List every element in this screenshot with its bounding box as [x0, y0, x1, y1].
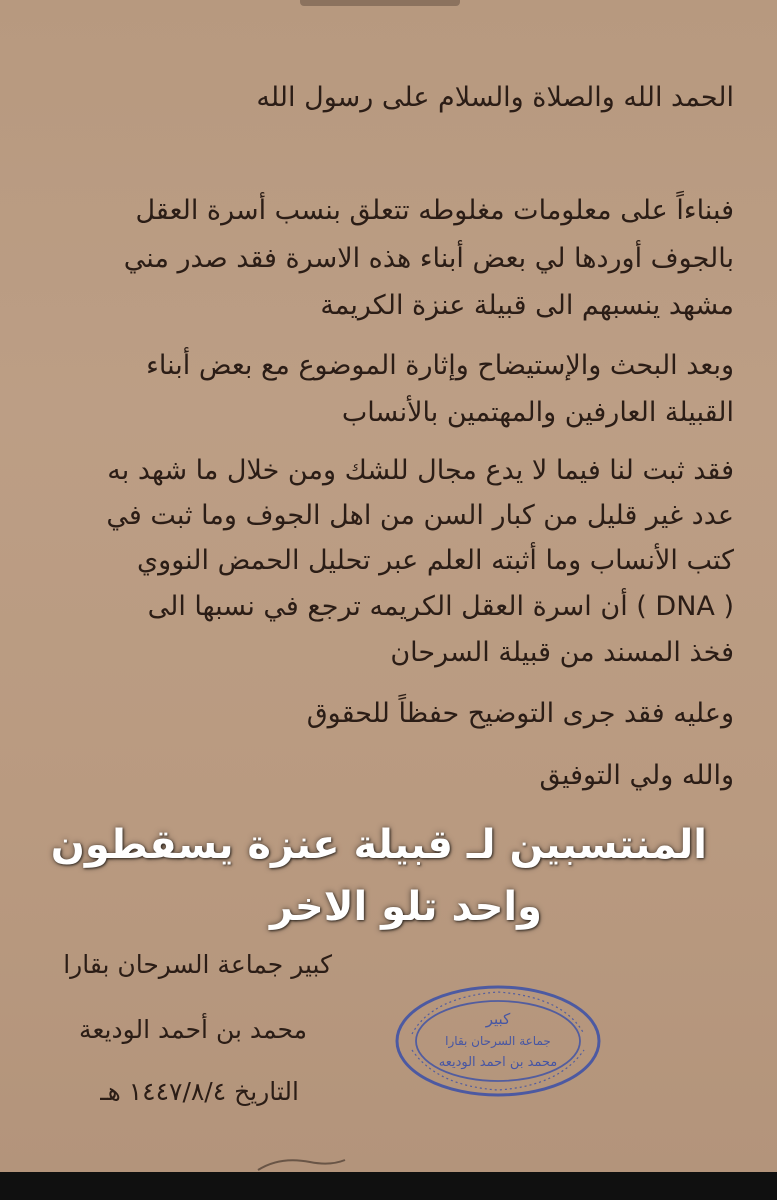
- body-line-1: فبناءاً على معلومات مغلوطه تتعلق بنسب أسرة العقل: [135, 195, 734, 226]
- body-line-7: عدد غير قليل من كبار السن من اهل الجوف وما ثبت في: [106, 500, 734, 531]
- body-line-4: وبعد البحث والإستيضاح وإثارة الموضوع مع بعض أبناء: [146, 350, 734, 381]
- body-line-3: مشهد ينسبهم الى قبيلة عنزة الكريمة: [320, 290, 734, 321]
- stamp-text-line-1: كبير: [485, 1010, 511, 1028]
- overlay-caption-line-2: واحد تلو الاخر: [270, 884, 542, 930]
- signature-name: محمد بن أحمد الوديعة: [79, 1015, 307, 1044]
- bottom-black-bar: [0, 1172, 777, 1200]
- body-line-6: فقد ثبت لنا فيما لا يدع مجال للشك ومن خلال ما شهد به: [107, 455, 734, 486]
- body-line-5: القبيلة العارفين والمهتمين بالأنساب: [341, 397, 734, 428]
- body-line-9: ( DNA ) أن اسرة العقل الكريمه ترجع في نسبها الى: [147, 591, 734, 622]
- signature-date: التاريخ ١٤٤٧/٨/٤ هـ: [100, 1077, 299, 1106]
- closing-line: والله ولي التوفيق: [539, 760, 734, 791]
- stamp-text-line-3: محمد بن احمد الوديعه: [438, 1055, 558, 1070]
- top-ink-mark: [300, 0, 460, 6]
- body-line-8: كتب الأنساب وما أثبته العلم عبر تحليل الحمض النووي: [137, 545, 734, 576]
- overlay-caption-line-1: المنتسبين لـ قبيلة عنزة يسقطون: [50, 822, 707, 868]
- body-line-2: بالجوف أوردها لي بعض أبناء هذه الاسرة فقد صدر مني: [123, 243, 734, 274]
- signature-title: كبير جماعة السرحان بقارا: [63, 950, 332, 979]
- body-line-10: فخذ المسند من قبيلة السرحان: [390, 637, 734, 668]
- stamp-text-line-2: جماعة السرحان بقارا: [445, 1034, 551, 1048]
- greeting-line: الحمد الله والصلاة والسلام على رسول الله: [256, 82, 734, 113]
- body-line-11: وعليه فقد جرى التوضيح حفظاً للحقوق: [306, 698, 734, 729]
- page-footer-mark: [250, 1150, 350, 1172]
- official-stamp-seal: [392, 982, 604, 1100]
